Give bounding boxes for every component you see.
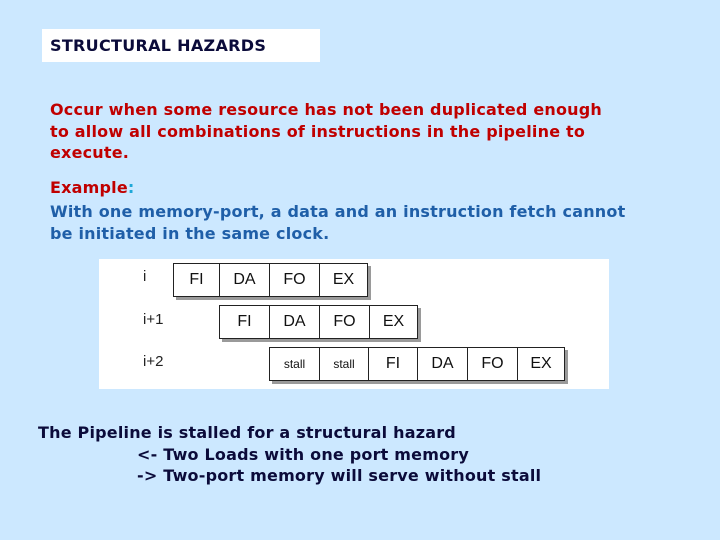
summary-line-1: The Pipeline is stalled for a structural hazard: [38, 423, 456, 442]
row-label-i: i: [143, 268, 147, 285]
pipeline-row-i-plus-1: [219, 305, 418, 339]
stage-cell: FO: [320, 306, 370, 338]
stage-cell: DA: [270, 306, 320, 338]
description-line: Occur when some resource has not been duplicated enough: [50, 100, 602, 119]
stage-cell: DA: [220, 264, 270, 296]
summary-line-2: <- Two Loads with one port memory: [137, 444, 469, 464]
row-label-i-plus-1: i+1: [143, 311, 164, 328]
pipeline-diagram: [99, 259, 609, 389]
pipeline-row-i-plus-2: [269, 347, 565, 381]
stall-cell: stall: [270, 348, 320, 380]
example-colon: :: [127, 178, 135, 197]
stage-cell: FI: [369, 348, 418, 380]
stage-cell: EX: [332, 271, 355, 288]
stage-cell: EX: [530, 355, 552, 372]
description-paragraph: [50, 99, 690, 164]
example-text: [50, 201, 710, 244]
summary-line-3: -> Two-port memory will serve without stall: [137, 466, 542, 485]
stage-cell: FO: [468, 348, 518, 380]
slide-title: STRUCTURAL HAZARDS: [50, 36, 267, 55]
stage-cell: FI: [174, 264, 220, 296]
stage-cell: FI: [220, 306, 270, 338]
description-line: to allow all combinations of instructions in the pipeline to: [50, 121, 586, 141]
stage-cell: EX: [382, 313, 405, 330]
example-label: Example: [50, 178, 128, 197]
example-line: be initiated in the same clock.: [50, 223, 330, 243]
summary-text: [38, 422, 708, 487]
description-line: execute.: [50, 143, 130, 162]
example-line: With one memory-port, a data and an instruction fetch cannot: [50, 202, 626, 221]
row-label-i-plus-2: i+2: [143, 353, 164, 370]
stall-cell: stall: [320, 348, 369, 380]
slide-title-box: [42, 29, 320, 62]
example-heading: [50, 178, 135, 197]
stage-cell: FO: [270, 264, 320, 296]
stage-cell: DA: [418, 348, 468, 380]
pipeline-row-i: [173, 263, 368, 297]
